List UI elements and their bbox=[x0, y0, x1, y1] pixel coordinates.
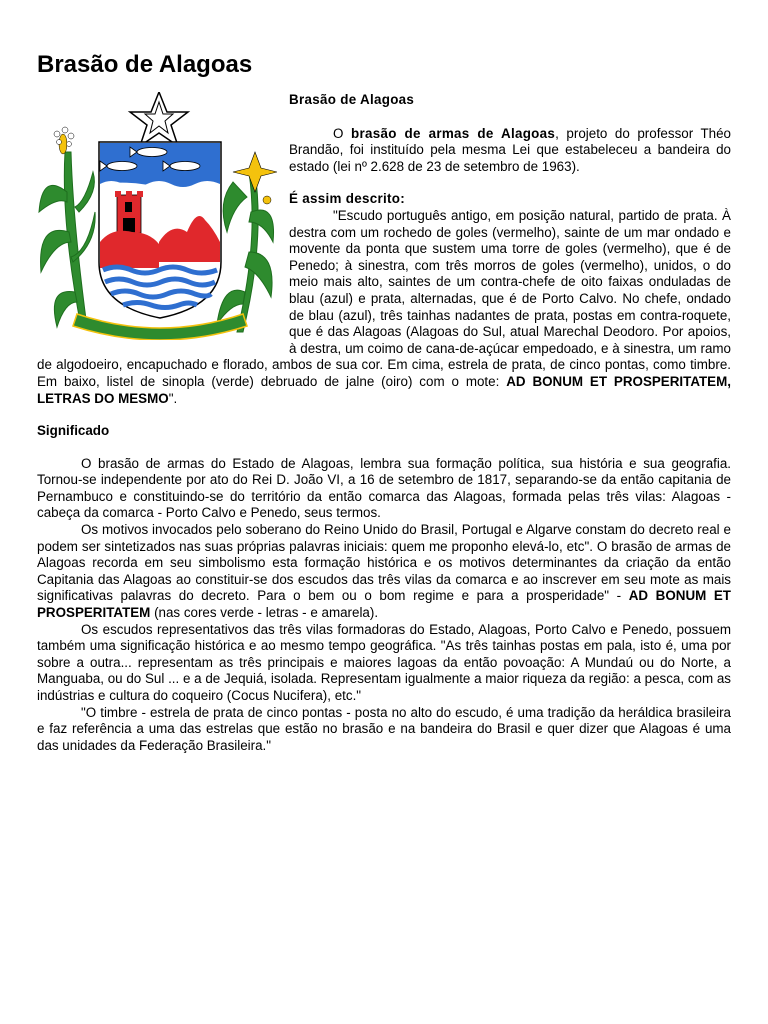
significado-paragraph-4: "O timbre - estrela de prata de cinco pontas - posta no alto do escudo, é uma tradição da heráldica brasileira e faz referência a uma das estrelas que estão no brasão e na bandeira do Brasil e quer dizer que Alagoas é uma das unidades da Federação Brasileira." bbox=[37, 704, 731, 753]
sugar-cane-icon bbox=[39, 152, 95, 327]
star-icon bbox=[130, 92, 188, 146]
document-body bbox=[37, 92, 731, 754]
section-heading: Brasão de Alagoas bbox=[289, 92, 415, 107]
described-label: É assim descrito: bbox=[289, 191, 405, 207]
significado-paragraph-1: O brasão de armas do Estado de Alagoas, lembra sua formação política, sua história e sua geografia. Tornou-se independente por ato do Rei D. João VI, a 16 de setembro de 1817, separando-se da então capitania de Pernambuco e constituindo-se do território da então comarca das Alagoas, formada pelas três vilas: Alagoas - cabeça da comarca - Porto Calvo e Penedo, seus termos. bbox=[37, 455, 731, 521]
cotton-flower-icon bbox=[233, 152, 277, 192]
intro-paragraph: O brasão de armas de Alagoas, projeto do professor Théo Brandão, foi instituído pela mesma Lei que estabeleceu a bandeira do estado (lei nº 2.628 de 23 de setembro de 1963). bbox=[289, 125, 732, 174]
motto-bold: AD BONUM ET PROSPERITATEM bbox=[37, 588, 731, 621]
document-page bbox=[37, 50, 731, 754]
cotton-branch-icon bbox=[217, 172, 274, 332]
motto-text: AD BONUM ET PROSPERITATEM, LETRAS DO MESMO bbox=[37, 373, 731, 406]
significado-paragraph-2: Os motivos invocados pelo soberano do Reino Unido do Brasil, Portugal e Algarve constam do decreto real e podem ser sintetizados nas suas próprias palavras iniciais: quem me proponho elevá-lo, etc". O brasão de armas de Alagoas recorda em seu simbolismo esta formação histórica e os motivos determinantes da criação da então Capitania das Alagoas ao constituir-se dos escudos das três vilas da comarca e ao inscrever em seu mote as mais significativas palavras do decreto. Para o bem ou o bom regime e para a prosperidade" - AD BONUM ET PROSPERITATEM (nas cores verde - letras - e amarela). bbox=[37, 522, 731, 621]
page-title: Brasão de Alagoas bbox=[37, 51, 253, 78]
intro-bold-term: brasão de armas de Alagoas bbox=[350, 125, 556, 141]
significado-heading: Significado bbox=[37, 423, 110, 439]
coat-of-arms-image bbox=[37, 92, 277, 340]
coat-of-arms-icon bbox=[37, 92, 277, 340]
description-paragraph: "Escudo português antigo, em posição natural, partido de prata. À destra com um rochedo de goles (vermelho), sainte de um mar ondado e movente da ponta que sustem uma torre de goles (vermelho), que é de Penedo; à sinestra, com três morros de goles (vermelho), unidos, o do meio mais alto, saintes de um contra-chefe de oito faixas onduladas de blau (azul) e prata, alternadas, que é de Porto Calvo. No chefe, ondado de blau (azul), três tainhas nadantes de prata, postas em contra-roquete, que é das Alagoas (Alagoas do Sul, atual Marechal Deodoro. Por apoios, à destra, um coimo de cana-de-açúcar empedoado, e à sinestra, um ramo de algodoeiro, encapuchado e florado, ambos de sua cor. Em cima, estrela de prata, de cinco pontas, como timbre. Em baixo, listel de sinopla (verde) debruado de jalne (oiro) com o mote: AD BONUM ET PROSPERITATEM, LETRAS DO MESMO". bbox=[37, 207, 731, 406]
significado-paragraph-3: Os escudos representativos das três vilas formadoras do Estado, Alagoas, Porto Calvo e Penedo, possuem também uma significação histórica e ao mesmo tempo geográfica. "As três tainhas postas em pala, isto é, uma por sobre a outra... representam as três principais e maiores lagoas da então povoação: A Mundaú ou do Norte, a Manguaba, ou do Sul ... e a de Jequiá, isolada. Representam igualmente a maior riqueza da região: a pesca, com as indústrias e cultura do coqueiro (Cocus Nucifera), etc." bbox=[37, 621, 731, 703]
